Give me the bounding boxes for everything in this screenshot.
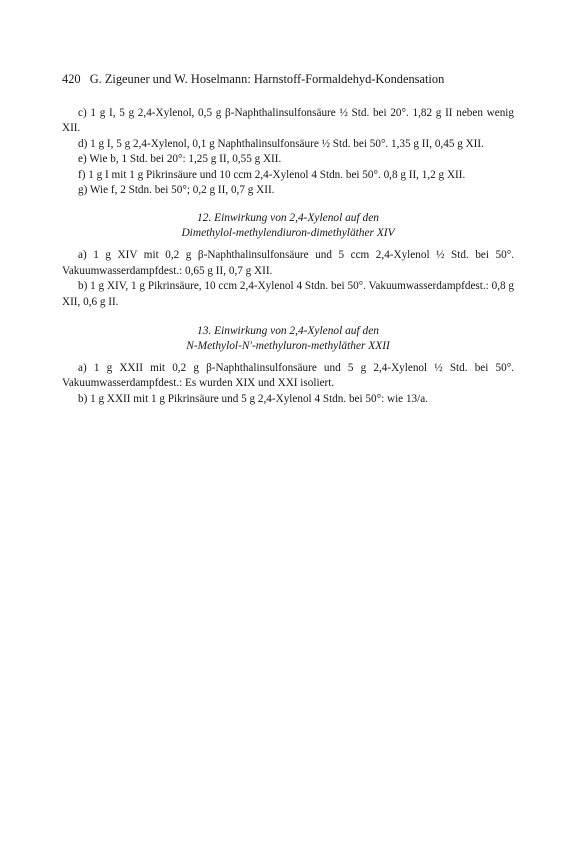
section-13-paragraph-b: b) 1 g XXII mit 1 g Pikrinsäure und 5 g 2,4-Xylenol 4 Stdn. bei 50°: wie 13/a. bbox=[78, 392, 429, 405]
paragraph-d: d) 1 g I, 5 g 2,4-Xylenol, 0,1 g Naphthalinsulfonsäure ½ Std. bei 50°. 1,35 g II, 0,45 g XII. bbox=[78, 137, 484, 150]
paragraph-c: c) 1 g I, 5 g 2,4-Xylenol, 0,5 g β-Naphthalinsulfonsäure ½ Std. bei 20°. 1,82 g II neben wenig XII. bbox=[62, 107, 514, 135]
section-13-heading bbox=[62, 324, 514, 353]
paragraph-e: e) Wie b, 1 Std. bei 20°: 1,25 g II, 0,55 g XII. bbox=[78, 153, 282, 166]
section-13-paragraph-a: a) 1 g XXII mit 0,2 g β-Naphthalinsulfonsäure und 5 g 2,4-Xylenol ½ Std. bei 50°. Vakuumwasserdampfdest.: Es wurden XIX und XXI isoliert. bbox=[62, 362, 514, 390]
paragraph-g: g) Wie f, 2 Stdn. bei 50°; 0,2 g II, 0,7 g XII. bbox=[78, 184, 275, 197]
section-12-paragraph-b: b) 1 g XIV, 1 g Pikrinsäure, 10 ccm 2,4-Xylenol 4 Stdn. bei 50°. Vakuumwasserdampfdest.: 0,8 g XII, 0,6 g II. bbox=[62, 280, 514, 308]
running-header bbox=[62, 71, 514, 87]
section-12-paragraph-a: a) 1 g XIV mit 0,2 g β-Naphthalinsulfonsäure und 5 ccm 2,4-Xylenol ½ Std. bei 50°. Vakuumwasserdampfdest.: 0,65 g II, 0,7 g XII. bbox=[62, 249, 514, 277]
section-13-title-line2: N-Methylol-N′-methyluron-methyläther XXII bbox=[186, 339, 390, 352]
paragraph-f: f) 1 g I mit 1 g Pikrinsäure und 10 ccm 2,4-Xylenol 4 Stdn. bei 50°. 0,8 g II, 1,2 g XII. bbox=[78, 168, 466, 181]
page-number: 420 bbox=[62, 72, 81, 86]
section-13-title-line1: 13. Einwirkung von 2,4-Xylenol auf den bbox=[197, 325, 379, 338]
section-12-title-line1: 12. Einwirkung von 2,4-Xylenol auf den bbox=[197, 212, 379, 225]
section-12-heading bbox=[62, 211, 514, 240]
running-title: G. Zigeuner und W. Hoselmann: Harnstoff-Formaldehyd-Kondensation bbox=[89, 72, 445, 86]
section-12-title-line2: Dimethylol-methylendiuron-dimethyläther XIV bbox=[181, 226, 395, 239]
page-body bbox=[62, 71, 514, 407]
